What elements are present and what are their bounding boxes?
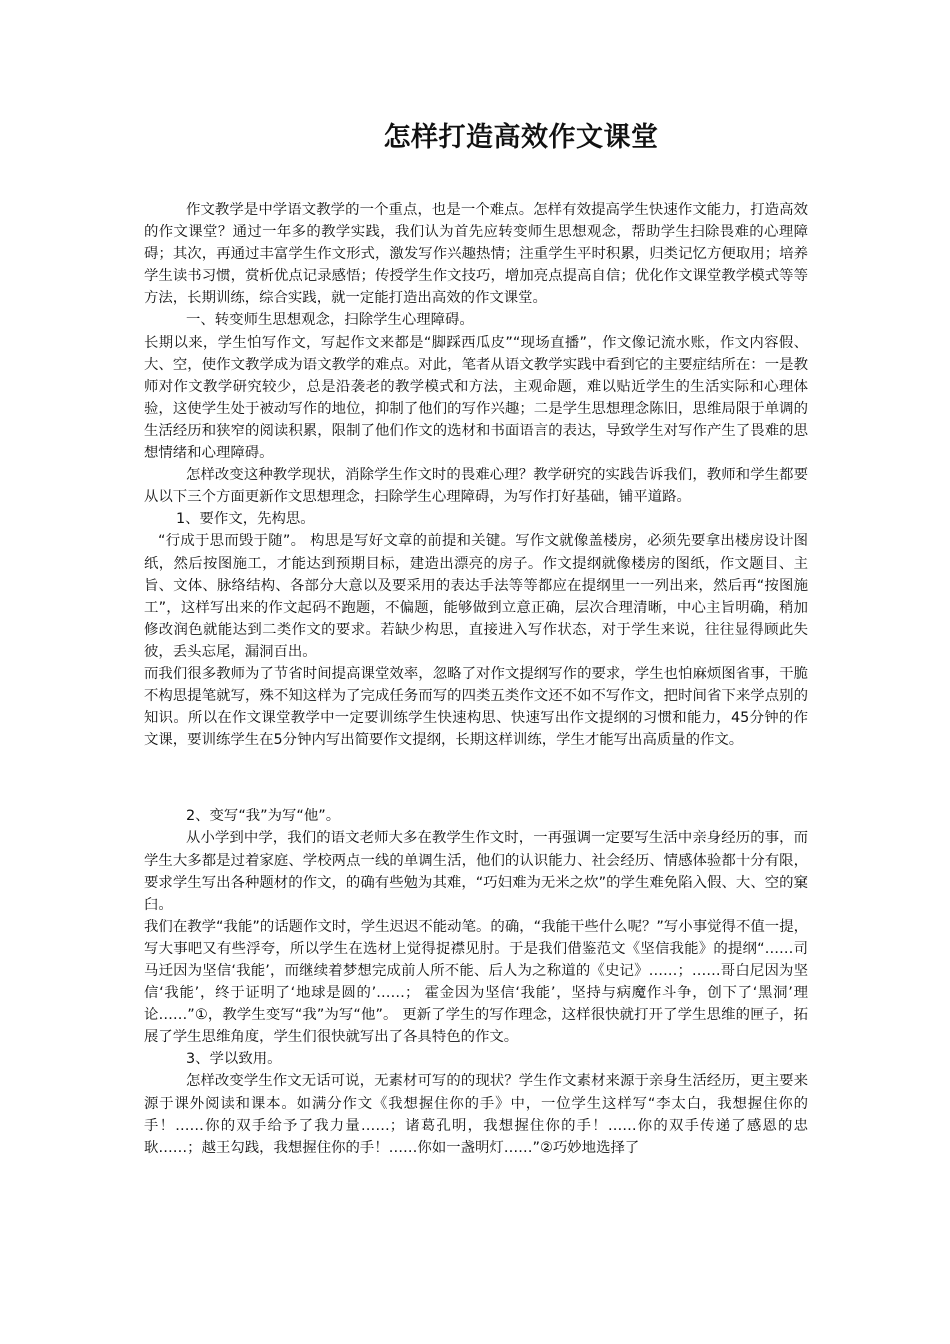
section-heading-1: 一、转变师生思想观念，扫除学生心理障碍。: [186, 312, 474, 329]
blank-spacer: [144, 751, 808, 805]
paragraph-body: 从小学到中学，我们的语文老师大多在教学生作文时，一再强调一定要写生活中亲身经历的事，而学生大多都是过着家庭、学校两点一线的单调生活，他们的认识能力、社会经历、情感体验都十分有限，要求学生写出各种题材的作文，的确有些勉为其难，“巧妇难为无米之炊”的学生难免陷入假、大、空的窠臼。: [144, 830, 808, 913]
paragraph-body: “行成于思而毁于随”。 构思是写好文章的前提和关键。写作文就像盖楼房，必须先要拿出楼房设计图纸，然后按图施工，才能达到预期目标，建造出漂亮的房子。作文提纲就像楼房的图纸，作文题目、主旨、文体、脉络结构、各部分大意以及要采用的表达手法等等都应在提纲里一一列出来，然后再“按图施工”，这样写出来的作文起码不跑题，不偏题，能够做到立意正确，层次合理清晰，中心主旨明确，稍加修改润色就能达到二类作文的要求。若缺少构思，直接进入写作状态，对于学生来说，往往显得顾此失彼，丢头忘尾，漏洞百出。: [144, 533, 808, 660]
paragraph-body: 我们在教学“我能”的话题作文时，学生迟迟不能动笔。的确，“我能干些什么呢？”写小事觉得不值一提，写大事吧又有些浮夸，所以学生在选材上觉得捉襟见肘。于是我们借鉴范文《坚信我能》的提纲“……司马迁因为坚信‘我能’，而继续着梦想完成前人所不能、后人为之称道的《史记》……；……哥白尼因为坚信‘我能’，终于证明了‘地球是圆的’……； 霍金因为坚信‘我能’，坚持与病魔作斗争，创下了‘黑洞’理论……”①，教学生变写“我”为写“他”。 更新了学生的写作理念，这样很快就打开了学生思维的匣子，拓展了学生思维角度，学生们很快就写出了各具特色的作文。: [144, 918, 808, 1046]
subsection-heading-2: 2、变写“我”为写“他”。: [186, 808, 341, 825]
document-title: 怎样打造高效作文课堂: [383, 122, 659, 153]
subsection-heading-3: 3、学以致用。: [186, 1051, 282, 1068]
subsection-heading-1: 1、要作文，先构思。: [176, 511, 315, 528]
paragraph-body: 长期以来，学生怕写作文，写起作文来都是“脚踩西瓜皮”“现场直播”，作文像记流水账，作文内容假、大、空，使作文教学成为语文教学的难点。对此，笔者从语文教学实践中看到它的主要症结所在：一是教师对作文教学研究较少，总是沿袭老的教学模式和方法，主观命题，难以贴近学生的生活实际和心理体验，这使学生处于被动写作的地位，抑制了他们的写作兴趣；二是学生思想理念陈旧，思维局限于单调的生活经历和狭窄的阅读积累，限制了他们作文的选材和书面语言的表达，导致学生对写作产生了畏难的思想情绪和心理障碍。: [144, 334, 808, 462]
document-page: [144, 118, 808, 1159]
paragraph-body: 怎样改变这种教学现状，消除学生作文时的畏难心理？教学研究的实践告诉我们，教师和学生都要从以下三个方面更新作文思想理念，扫除学生心理障碍，为写作打好基础，铺平道路。: [144, 467, 808, 506]
paragraph-intro: 作文教学是中学语文教学的一个重点，也是一个难点。怎样有效提高学生快速作文能力，打造高效的作文课堂？通过一年多的教学实践，我们认为首先应转变师生思想观念，帮助学生扫除畏难的心理障碍；其次，再通过丰富学生作文形式，激发写作兴趣热情；注重学生平时积累，归类记忆方便取用；培养学生读书习惯，赏析优点记录感悟；传授学生作文技巧，增加亮点提高自信；优化作文课堂教学模式等等方法，长期训练，综合实践，就一定能打造出高效的作文课堂。: [144, 202, 808, 307]
paragraph-body: 怎样改变学生作文无话可说，无素材可写的的现状？学生作文素材来源于亲身生活经历，更主要来源于课外阅读和课本。如满分作文《我想握住你的手》中，一位学生这样写“李太白，我想握住你的手！……你的双手给予了我力量……；诸葛孔明，我想握住你的手！……你的双手传递了感恩的忠耿……；越王勾践，我想握住你的手！……你如一盏明灯……”②巧妙地选择了: [144, 1073, 808, 1156]
paragraph-body: 而我们很多教师为了节省时间提高课堂效率，忽略了对作文提纲写作的要求，学生也怕麻烦图省事，干脆不构思提笔就写，殊不知这样为了完成任务而写的四类五类作文还不如不写作文，把时间省下来学点别的知识。所以在作文课堂教学中一定要训练学生快速构思、快速写出作文提纲的习惯和能力，45分钟的作文课，要训练学生在5分钟内写出简要作文提纲，长期这样训练，学生才能写出高质量的作文。: [144, 665, 808, 749]
